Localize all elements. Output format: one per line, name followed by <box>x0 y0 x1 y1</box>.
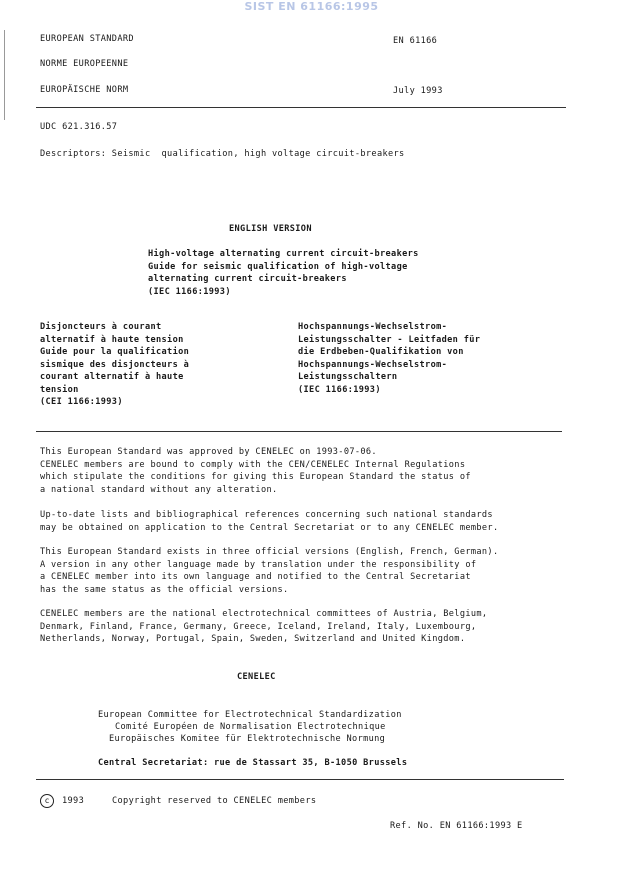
english-title <box>148 248 419 298</box>
copyright-icon: c <box>40 794 54 808</box>
paragraph-line: Denmark, Finland, France, Germany, Greece, Iceland, Ireland, Italy, Luxembourg, <box>40 621 477 632</box>
german-title <box>298 321 480 396</box>
paragraph-line: has the same status as the official versions. <box>40 584 289 595</box>
paragraph-line: This European Standard was approved by CENELEC on 1993-07-06. <box>40 447 377 457</box>
paragraph-line: CENELEC members are the national electrotechnical committees of Austria, Belgium, <box>40 609 488 619</box>
copyright-year: 1993 <box>62 796 85 806</box>
french-title-line: sismique des disjoncteurs à <box>40 359 190 370</box>
paragraph-line: Up-to-date lists and bibliographical references concerning such national standards <box>40 510 493 520</box>
german-title-line: Leistungsschalter - Leitfaden für <box>298 334 481 345</box>
standard-number: EN 61166 <box>393 36 438 46</box>
reference-number: Ref. No. EN 61166:1993 E <box>390 821 523 831</box>
paragraph-line: a national standard without any alteration. <box>40 484 278 495</box>
margin-mark <box>4 30 5 120</box>
paragraph-line: may be obtained on application to the Central Secretariat or to any CENELEC member. <box>40 522 499 533</box>
english-title-line: High-voltage alternating current circuit-breakers <box>148 249 419 259</box>
german-title-line: Leistungsschaltern <box>298 372 398 382</box>
header-divider <box>36 107 566 108</box>
section-divider <box>36 431 562 432</box>
descriptors: Descriptors: Seismic qualification, high voltage circuit-breakers <box>40 149 405 159</box>
watermark: SIST EN 61166:1995 <box>244 0 379 13</box>
paragraph-line: which stipulate the conditions for giving this European Standard the status of <box>40 472 471 482</box>
approval-paragraph <box>40 446 471 496</box>
english-title-line: (IEC 1166:1993) <box>148 286 231 297</box>
french-title-line: courant alternatif à haute <box>40 372 184 382</box>
german-title-line: die Erdbeben-Qualifikation von <box>298 347 464 357</box>
org-heading: CENELEC <box>237 672 276 682</box>
org-name-fr: Comité Européen de Normalisation Electrotechnique <box>115 722 386 732</box>
lists-paragraph <box>40 509 498 534</box>
footer-divider <box>36 779 564 780</box>
copyright-text: Copyright reserved to CENELEC members <box>112 796 317 806</box>
paragraph-line: CENELEC members are bound to comply with the CEN/CENELEC Internal Regulations <box>40 459 466 470</box>
german-title-line: Hochspannungs-Wechselstrom- <box>298 359 448 370</box>
udc-number: UDC 621.316.57 <box>40 122 118 132</box>
french-title <box>40 321 189 409</box>
org-name-en: European Committee for Electrotechnical Standardization <box>98 710 402 720</box>
paragraph-line: a CENELEC member into its own language and notified to the Central Secretariat <box>40 572 471 582</box>
french-title-line: alternatif à haute tension <box>40 334 184 345</box>
english-title-line: Guide for seismic qualification of high-voltage <box>148 261 408 272</box>
org-name-de: Europäisches Komitee für Elektrotechnische Normung <box>109 734 386 744</box>
french-title-line: Disjoncteurs à courant <box>40 322 162 332</box>
french-title-line: tension <box>40 384 79 395</box>
german-title-line: (IEC 1166:1993) <box>298 384 381 395</box>
members-paragraph <box>40 608 487 646</box>
versions-paragraph <box>40 546 498 596</box>
paragraph-line: Netherlands, Norway, Portugal, Spain, Sweden, Switzerland and United Kingdom. <box>40 634 466 644</box>
header-title-fr: NORME EUROPEENNE <box>40 59 129 69</box>
publication-date: July 1993 <box>393 86 443 96</box>
english-title-line: alternating current circuit-breakers <box>148 274 347 284</box>
paragraph-line: A version in any other language made by translation under the responsibility of <box>40 559 477 570</box>
header-title-de: EUROPÄISCHE NORM <box>40 85 129 95</box>
header-title-en: EUROPEAN STANDARD <box>40 34 134 44</box>
version-heading: ENGLISH VERSION <box>229 224 312 234</box>
paragraph-line: This European Standard exists in three official versions (English, French, German). <box>40 547 499 557</box>
french-title-line: Guide pour la qualification <box>40 347 190 357</box>
german-title-line: Hochspannungs-Wechselstrom- <box>298 322 448 332</box>
french-title-line: (CEI 1166:1993) <box>40 397 123 407</box>
central-secretariat: Central Secretariat: rue de Stassart 35, B-1050 Brussels <box>98 758 408 768</box>
